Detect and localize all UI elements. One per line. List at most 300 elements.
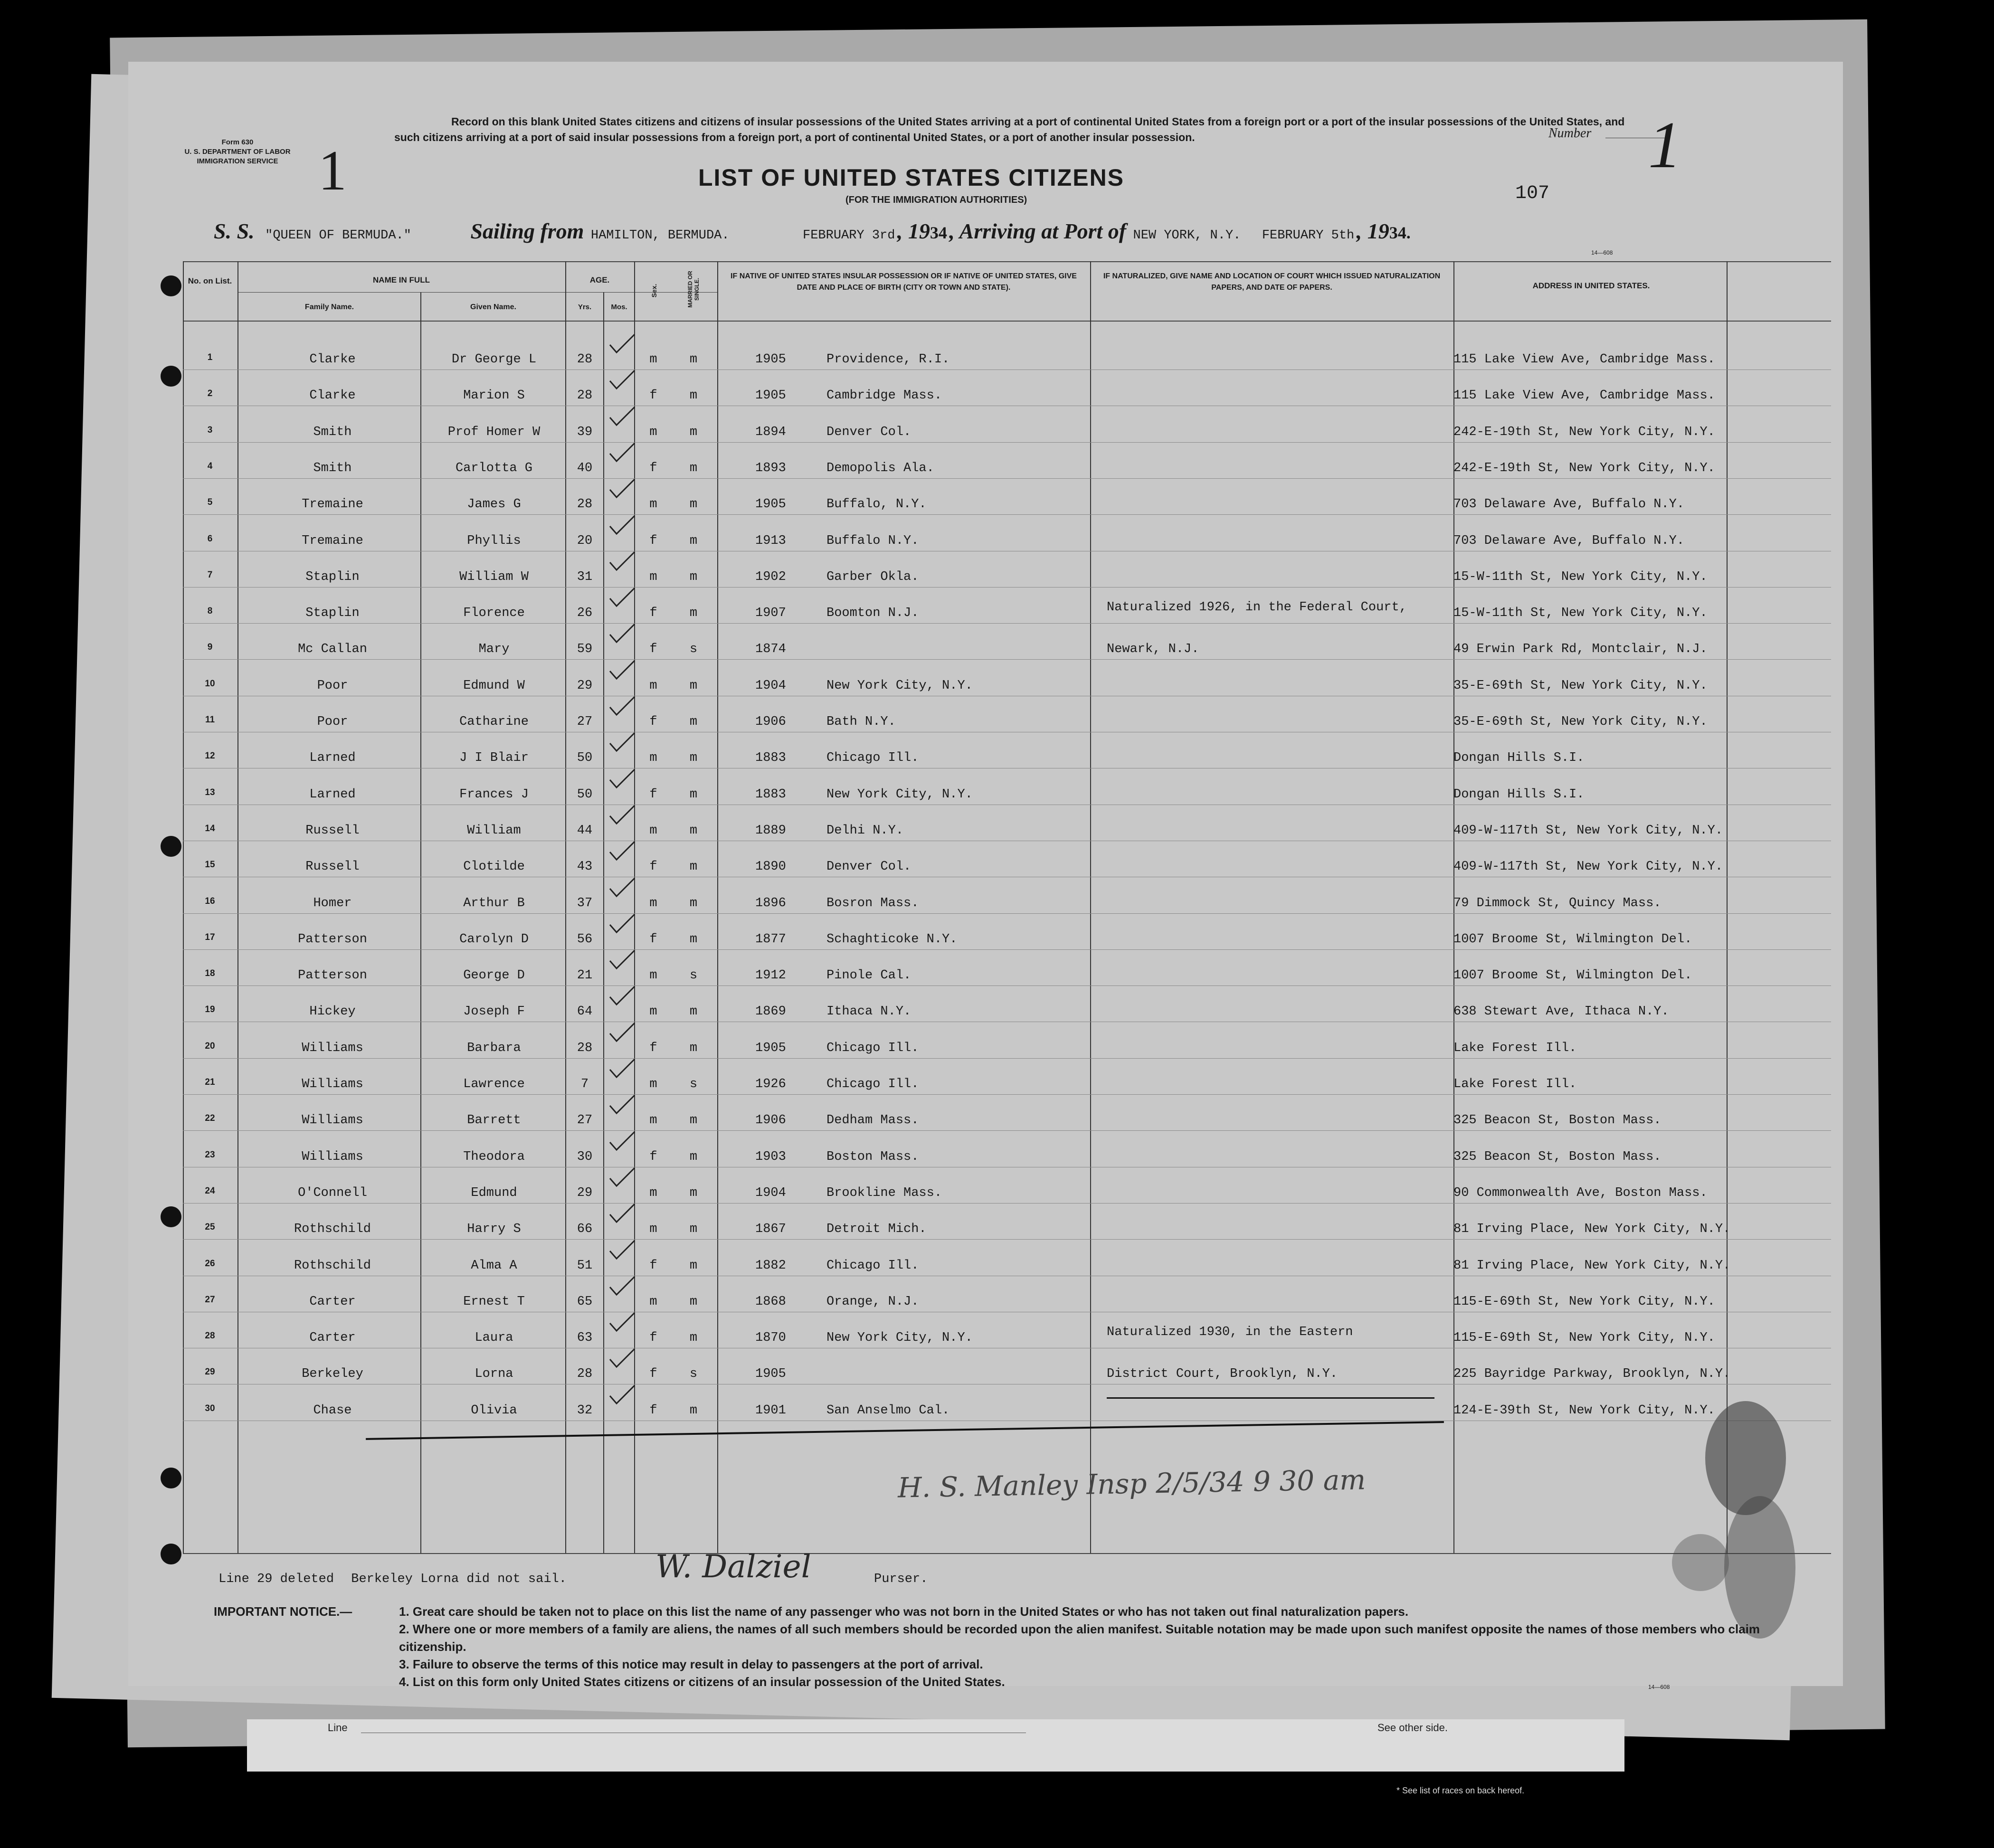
sex: f xyxy=(649,1403,657,1418)
check-mark xyxy=(608,1312,636,1333)
given-name: Edmund xyxy=(471,1185,517,1200)
marital-status: m xyxy=(689,389,698,403)
address: 81 Irving Place, New York City, N.Y. xyxy=(1453,1222,1731,1237)
hdr-name-in-full: NAME IN FULL xyxy=(373,275,430,284)
check-mark xyxy=(608,660,636,681)
check-mark xyxy=(608,1240,636,1260)
notice-item: 4. List on this form only United States citizens or citizens of an insular possession of the United States. xyxy=(399,1675,1005,1689)
marital-status: m xyxy=(689,678,698,693)
row-number: 5 xyxy=(207,497,213,508)
family-name: Smith xyxy=(313,461,352,475)
birth-place: New York City, N.Y. xyxy=(826,1331,973,1346)
punch-hole xyxy=(161,1206,181,1227)
given-name: Alma A xyxy=(471,1258,517,1273)
given-name: Barbara xyxy=(467,1041,521,1055)
birth-year: 1905 xyxy=(755,1367,786,1382)
number-label: Number xyxy=(1548,126,1592,141)
birth-year: 1905 xyxy=(755,1041,786,1055)
row-number: 22 xyxy=(205,1113,215,1124)
family-name: Poor xyxy=(317,715,348,729)
given-name: Phyllis xyxy=(467,533,521,548)
age-years: 39 xyxy=(577,425,593,439)
strike-naturalized-28 xyxy=(1107,1397,1434,1399)
birth-place: Bath N.Y. xyxy=(826,715,896,729)
address: 409-W-117th St, New York City, N.Y. xyxy=(1453,823,1723,838)
row-number: 12 xyxy=(205,751,215,761)
birth-year: 1905 xyxy=(755,352,786,367)
birth-place: New York City, N.Y. xyxy=(826,678,973,693)
age-years: 29 xyxy=(577,678,593,693)
row-rule xyxy=(183,659,1831,660)
marital-status: m xyxy=(689,1185,698,1200)
birth-year: 1883 xyxy=(755,751,786,766)
birth-year: 1896 xyxy=(755,896,786,910)
birth-year: 1867 xyxy=(755,1222,786,1237)
sex: m xyxy=(649,968,657,983)
address: 703 Delaware Ave, Buffalo N.Y. xyxy=(1453,497,1685,512)
ink-stain xyxy=(1705,1401,1786,1515)
address: 225 Bayridge Parkway, Brooklyn, N.Y. xyxy=(1453,1367,1731,1382)
notice-item: 1. Great care should be taken not to place on this list the name of any passenger who was not born in the United States or who has not taken out final naturalization papers. xyxy=(399,1604,1409,1619)
birth-year: 1903 xyxy=(755,1149,786,1164)
row-number: 10 xyxy=(205,678,215,689)
ss-label: S. S. xyxy=(214,219,255,243)
family-name: Tremaine xyxy=(302,533,363,548)
age-years: 37 xyxy=(577,896,593,910)
address: 115 Lake View Ave, Cambridge Mass. xyxy=(1453,352,1715,367)
address: 79 Dimmock St, Quincy Mass. xyxy=(1453,896,1662,910)
naturalization: Naturalized 1930, in the Eastern xyxy=(1107,1325,1353,1340)
birth-place: Boomton N.J. xyxy=(826,606,919,621)
birth-place: Chicago Ill. xyxy=(826,1258,919,1273)
given-name: Frances J xyxy=(459,787,529,802)
family-name: Patterson xyxy=(298,932,367,947)
sex: f xyxy=(649,389,657,403)
family-name: Clarke xyxy=(309,352,356,367)
family-name: Homer xyxy=(313,896,352,910)
ship-name: "QUEEN OF BERMUDA." xyxy=(265,228,411,243)
birth-place: Denver Col. xyxy=(826,425,912,439)
family-name: Patterson xyxy=(298,968,367,983)
address: Lake Forest Ill. xyxy=(1453,1041,1577,1055)
deletion-prefix: Line 29 deleted xyxy=(218,1572,334,1586)
birth-year: 1913 xyxy=(755,533,786,548)
birth-year: 1890 xyxy=(755,860,786,874)
given-name: Marion S xyxy=(463,389,525,403)
row-rule xyxy=(183,1203,1831,1204)
notice-items xyxy=(399,1603,1814,1691)
given-name: Ernest T xyxy=(463,1294,525,1309)
family-name: Rothschild xyxy=(294,1222,371,1237)
birth-year: 1906 xyxy=(755,715,786,729)
below-other-side: See other side. xyxy=(1377,1722,1448,1734)
marital-status: m xyxy=(689,533,698,548)
age-years: 28 xyxy=(577,497,593,512)
sailing-date: FEBRUARY 3rd xyxy=(803,228,895,243)
birth-place: Orange, N.J. xyxy=(826,1294,919,1309)
address: 15-W-11th St, New York City, N.Y. xyxy=(1453,569,1708,584)
family-name: Chase xyxy=(313,1403,352,1418)
purser-label: Purser. xyxy=(874,1572,928,1586)
age-years: 28 xyxy=(577,1367,593,1382)
row-number: 3 xyxy=(207,425,213,435)
check-mark xyxy=(608,877,636,898)
check-mark xyxy=(608,1094,636,1115)
check-mark xyxy=(608,841,636,862)
table-header-rule xyxy=(183,321,1831,322)
address: Dongan Hills S.I. xyxy=(1453,751,1585,766)
col-rule xyxy=(420,292,421,1553)
table-top-rule xyxy=(183,261,1831,262)
row-rule xyxy=(183,587,1831,588)
marital-status: m xyxy=(689,1222,698,1237)
check-mark xyxy=(608,442,636,463)
sex: f xyxy=(649,1041,657,1055)
address: 115-E-69th St, New York City, N.Y. xyxy=(1453,1294,1715,1309)
sex: f xyxy=(649,1331,657,1346)
marital-status: s xyxy=(689,1077,698,1091)
print-code: 14—608 xyxy=(1591,249,1613,256)
check-mark xyxy=(608,370,636,390)
row-number: 30 xyxy=(205,1403,215,1413)
age-years: 28 xyxy=(577,389,593,403)
sex: m xyxy=(649,1113,657,1128)
check-mark xyxy=(608,587,636,608)
sex: m xyxy=(649,352,657,367)
marital-status: m xyxy=(689,461,698,475)
marital-status: s xyxy=(689,1367,698,1382)
address: 242-E-19th St, New York City, N.Y. xyxy=(1453,461,1715,475)
family-name: Rothschild xyxy=(294,1258,371,1273)
inspector-signature: H. S. Manley Insp 2/5/34 9 30 am xyxy=(897,1463,1366,1504)
given-name: Mary xyxy=(478,642,510,657)
check-mark xyxy=(608,333,636,354)
address: 703 Delaware Ave, Buffalo N.Y. xyxy=(1453,533,1685,548)
birth-year: 1904 xyxy=(755,1185,786,1200)
col-rule xyxy=(1090,261,1091,1553)
address: 49 Erwin Park Rd, Montclair, N.J. xyxy=(1453,642,1708,657)
row-number: 13 xyxy=(205,787,215,797)
address: 35-E-69th St, New York City, N.Y. xyxy=(1453,715,1708,729)
address: 115-E-69th St, New York City, N.Y. xyxy=(1453,1331,1715,1346)
hdr-age: AGE. xyxy=(589,275,610,284)
notice-item: 2. Where one or more members of a family are aliens, the names of all such members should be recorded upon the alien manifest. Suitable notation may be made upon such manifest opposite the names of those members who claim citizenship. xyxy=(399,1622,1760,1654)
birth-place: Dedham Mass. xyxy=(826,1113,919,1128)
birth-year: 1877 xyxy=(755,932,786,947)
family-name: Williams xyxy=(302,1041,363,1055)
sex: f xyxy=(649,932,657,947)
sex: m xyxy=(649,569,657,584)
strike-line-29 xyxy=(366,1421,1444,1440)
birth-year: 1893 xyxy=(755,461,786,475)
marital-status: m xyxy=(689,860,698,874)
family-name: O'Connell xyxy=(298,1185,367,1200)
sailing-label: Sailing from xyxy=(470,219,584,243)
row-rule xyxy=(183,949,1831,950)
deletion-note xyxy=(218,1572,567,1586)
col-rule xyxy=(237,261,238,1553)
check-mark xyxy=(608,1022,636,1043)
family-name: Hickey xyxy=(309,1005,356,1019)
birth-place: Chicago Ill. xyxy=(826,751,919,766)
sex: f xyxy=(649,1149,657,1164)
row-number: 15 xyxy=(205,860,215,870)
sex: f xyxy=(649,461,657,475)
row-rule xyxy=(183,442,1831,443)
given-name: Edmund W xyxy=(463,678,525,693)
age-years: 64 xyxy=(577,1005,593,1019)
birth-place: New York City, N.Y. xyxy=(826,787,973,802)
check-mark xyxy=(608,1203,636,1224)
hdr-no: No. on List. xyxy=(188,276,232,285)
marital-status: m xyxy=(689,715,698,729)
family-name: Russell xyxy=(305,860,360,874)
given-name: William W xyxy=(459,569,529,584)
row-number: 11 xyxy=(205,715,215,725)
sex: m xyxy=(649,1077,657,1091)
row-number: 24 xyxy=(205,1185,215,1196)
birth-place: Providence, R.I. xyxy=(826,352,950,367)
sex: m xyxy=(649,678,657,693)
row-number: 19 xyxy=(205,1005,215,1015)
row-number: 28 xyxy=(205,1331,215,1341)
table-bottom-rule xyxy=(183,1553,1831,1554)
intro-text: Record on this blank United States citizens and citizens of insular possessions of the United States arriving at a port of continental United States from a foreign port or a port of the insular possessions of the United States, and such citizens arriving at a port of said insular possessions from a foreign port, a port of continental United States, or a port of another insular possession. xyxy=(394,115,1625,143)
marital-status: m xyxy=(689,606,698,621)
marital-status: m xyxy=(689,823,698,838)
given-name: James G xyxy=(467,497,521,512)
age-years: 27 xyxy=(577,1113,593,1128)
row-number: 1 xyxy=(207,352,213,362)
notice-item: 3. Failure to observe the terms of this notice may result in delay to passengers at the port of arrival. xyxy=(399,1657,983,1671)
row-number: 17 xyxy=(205,932,215,942)
marital-status: m xyxy=(689,1005,698,1019)
age-years: 59 xyxy=(577,642,593,657)
marital-status: m xyxy=(689,751,698,766)
row-number: 23 xyxy=(205,1149,215,1160)
row-number: 2 xyxy=(207,389,213,399)
naturalization: District Court, Brooklyn, N.Y. xyxy=(1107,1367,1338,1382)
sex: f xyxy=(649,642,657,657)
age-years: 26 xyxy=(577,606,593,621)
sheet-mark: 1 xyxy=(318,139,347,202)
birth-place: Cambridge Mass. xyxy=(826,389,942,403)
birth-place: Garber Okla. xyxy=(826,569,919,584)
age-years: 66 xyxy=(577,1222,593,1237)
marital-status: m xyxy=(689,497,698,512)
hdr-given-name: Given Name. xyxy=(470,303,516,311)
birth-place: Buffalo, N.Y. xyxy=(826,497,927,512)
deletion-text: Berkeley Lorna did not sail. xyxy=(351,1572,567,1586)
birth-year: 1870 xyxy=(755,1331,786,1346)
sex: f xyxy=(649,606,657,621)
sex: f xyxy=(649,533,657,548)
sex: f xyxy=(649,787,657,802)
given-name: Carolyn D xyxy=(459,932,529,947)
marital-status: m xyxy=(689,1041,698,1055)
hdr-sex: Sex. xyxy=(650,284,658,298)
family-name: Berkeley xyxy=(302,1367,363,1382)
row-number: 6 xyxy=(207,533,213,544)
check-mark xyxy=(608,515,636,536)
row-number: 4 xyxy=(207,461,213,471)
age-years: 40 xyxy=(577,461,593,475)
age-years: 27 xyxy=(577,715,593,729)
birth-year: 1874 xyxy=(755,642,786,657)
check-mark xyxy=(608,805,636,825)
check-mark xyxy=(608,406,636,427)
marital-status: m xyxy=(689,425,698,439)
marital-status: m xyxy=(689,1258,698,1273)
given-name: Dr George L xyxy=(451,352,537,367)
age-years: 56 xyxy=(577,932,593,947)
birth-place: Brookline Mass. xyxy=(826,1185,942,1200)
check-mark xyxy=(608,1384,636,1405)
hdr-address: ADDRESS IN UNITED STATES. xyxy=(1532,281,1650,290)
address: 325 Beacon St, Boston Mass. xyxy=(1453,1149,1662,1164)
age-years: 44 xyxy=(577,823,593,838)
birth-place: Schaghticoke N.Y. xyxy=(826,932,958,947)
birth-year: 1901 xyxy=(755,1403,786,1418)
family-name: Russell xyxy=(305,823,360,838)
check-mark xyxy=(608,732,636,753)
sex: m xyxy=(649,497,657,512)
family-name: Williams xyxy=(302,1149,363,1164)
address: 90 Commonwealth Ave, Boston Mass. xyxy=(1453,1185,1708,1200)
birth-year: 1889 xyxy=(755,823,786,838)
family-name: Staplin xyxy=(305,569,360,584)
given-name: Clotilde xyxy=(463,860,525,874)
family-name: Larned xyxy=(309,751,356,766)
stamp-number: 107 xyxy=(1515,183,1550,204)
row-number: 8 xyxy=(207,606,213,616)
age-years: 50 xyxy=(577,751,593,766)
sex: m xyxy=(649,896,657,910)
birth-place: Boston Mass. xyxy=(826,1149,919,1164)
row-rule xyxy=(183,1058,1831,1059)
given-name: Arthur B xyxy=(463,896,525,910)
marital-status: m xyxy=(689,1149,698,1164)
address: 81 Irving Place, New York City, N.Y. xyxy=(1453,1258,1731,1273)
ink-stain xyxy=(1672,1534,1729,1591)
age-years: 28 xyxy=(577,352,593,367)
birth-place: Buffalo N.Y. xyxy=(826,533,919,548)
row-number: 21 xyxy=(205,1077,215,1087)
sailing-year: 34 xyxy=(930,223,947,242)
row-number: 26 xyxy=(205,1258,215,1269)
sex: f xyxy=(649,1258,657,1273)
given-name: Prof Homer W xyxy=(447,425,541,439)
below-line-label: Line xyxy=(328,1722,348,1734)
sailing-from: HAMILTON, BERMUDA. xyxy=(590,228,730,243)
marital-status: m xyxy=(689,787,698,802)
address: 638 Stewart Ave, Ithaca N.Y. xyxy=(1453,1005,1669,1019)
given-name: George D xyxy=(463,968,525,983)
address: 409-W-117th St, New York City, N.Y. xyxy=(1453,860,1723,874)
birth-year: 1894 xyxy=(755,425,786,439)
manifest-page xyxy=(128,62,1843,1690)
check-mark xyxy=(608,1348,636,1369)
given-name: Theodora xyxy=(463,1149,525,1164)
punch-hole xyxy=(161,1544,181,1564)
naturalization: Naturalized 1926, in the Federal Court, xyxy=(1107,600,1407,615)
age-years: 63 xyxy=(577,1331,593,1346)
family-name: Poor xyxy=(317,678,348,693)
given-name: Joseph F xyxy=(463,1005,525,1019)
given-name: Catharine xyxy=(459,715,529,729)
given-name: Barrett xyxy=(467,1113,521,1128)
sex: f xyxy=(649,1367,657,1382)
birth-year: 1907 xyxy=(755,606,786,621)
sailing-year-prefix: , 19 xyxy=(897,219,930,243)
row-number: 25 xyxy=(205,1222,215,1232)
given-name: J I Blair xyxy=(459,751,529,766)
birth-year: 1926 xyxy=(755,1077,786,1091)
row-number: 27 xyxy=(205,1294,215,1305)
marital-status: m xyxy=(689,352,698,367)
row-rule xyxy=(183,913,1831,914)
family-name: Carter xyxy=(309,1331,356,1346)
birth-place: Bosron Mass. xyxy=(826,896,919,910)
age-years: 31 xyxy=(577,569,593,584)
row-number: 20 xyxy=(205,1041,215,1051)
given-name: William xyxy=(467,823,521,838)
arrival-port: NEW YORK, N.Y. xyxy=(1133,228,1241,243)
sex: m xyxy=(649,1185,657,1200)
address: 15-W-11th St, New York City, N.Y. xyxy=(1453,606,1708,621)
check-mark xyxy=(608,551,636,572)
birth-place: Demopolis Ala. xyxy=(826,461,934,475)
family-name: Staplin xyxy=(305,606,360,621)
address: 1007 Broome St, Wilmington Del. xyxy=(1453,932,1692,947)
sex: m xyxy=(649,1222,657,1237)
arriving-label: , Arriving at Port of xyxy=(949,219,1127,243)
below-see-list: * See list of races on back hereof. xyxy=(1396,1786,1525,1795)
family-name: Williams xyxy=(302,1077,363,1091)
sex: m xyxy=(649,751,657,766)
birth-place: Delhi N.Y. xyxy=(826,823,904,838)
birth-year: 1902 xyxy=(755,569,786,584)
marital-status: s xyxy=(689,642,698,657)
birth-year: 1869 xyxy=(755,1005,786,1019)
birth-year: 1912 xyxy=(755,968,786,983)
row-rule xyxy=(183,514,1831,515)
naturalization: Newark, N.J. xyxy=(1107,642,1199,657)
address: 115 Lake View Ave, Cambridge Mass. xyxy=(1453,389,1715,403)
given-name: Olivia xyxy=(471,1403,517,1418)
hdr-yrs: Yrs. xyxy=(578,303,592,311)
service: IMMIGRATION SERVICE xyxy=(197,157,278,165)
address: 242-E-19th St, New York City, N.Y. xyxy=(1453,425,1715,439)
punch-hole xyxy=(161,836,181,857)
sex: m xyxy=(649,823,657,838)
row-number: 9 xyxy=(207,642,213,653)
arrival-date: FEBRUARY 5th xyxy=(1262,228,1355,243)
marital-status: m xyxy=(689,932,698,947)
number-value: 1 xyxy=(1648,108,1681,182)
check-mark xyxy=(608,478,636,499)
page-title: LIST OF UNITED STATES CITIZENS xyxy=(698,164,1125,191)
sex: m xyxy=(649,425,657,439)
address: Lake Forest Ill. xyxy=(1453,1077,1577,1091)
hdr-family-name: Family Name. xyxy=(304,303,354,311)
check-mark xyxy=(608,768,636,789)
row-number: 16 xyxy=(205,896,215,906)
age-years: 28 xyxy=(577,1041,593,1055)
page-subtitle: (FOR THE IMMIGRATION AUTHORITIES) xyxy=(845,195,1027,205)
row-number: 29 xyxy=(205,1367,215,1377)
birth-year: 1906 xyxy=(755,1113,786,1128)
